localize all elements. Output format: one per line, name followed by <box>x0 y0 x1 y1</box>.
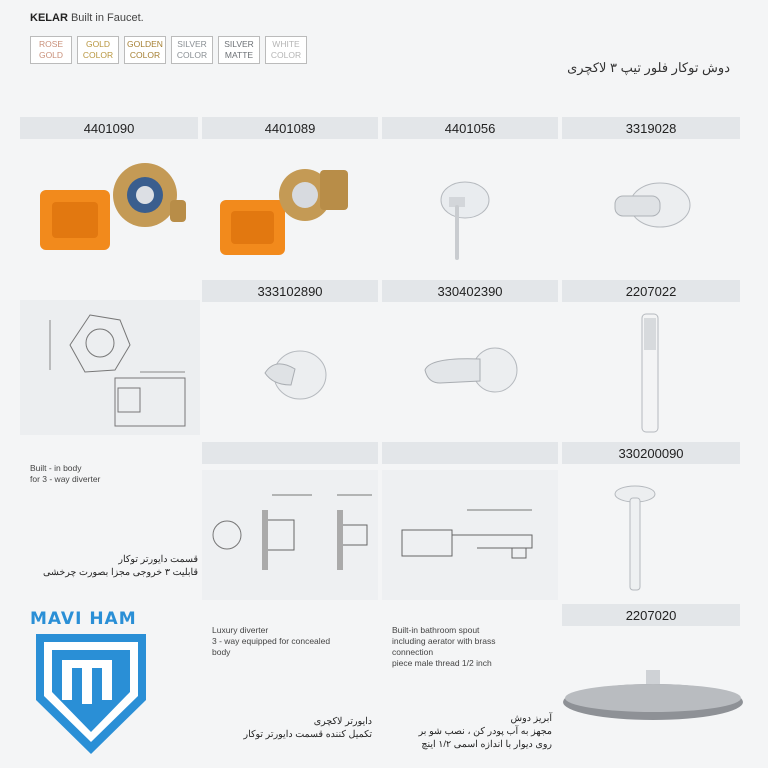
swatch-label: WHITE <box>272 39 300 49</box>
logo-shield-icon <box>32 630 150 758</box>
product-code: 330402390 <box>382 280 558 302</box>
spout-drawing <box>382 470 558 600</box>
swatch-label: COLOR <box>129 50 161 60</box>
diverter-desc-fa <box>202 715 372 741</box>
text-line: تکمیل کننده قسمت دایورتر توکار <box>243 729 372 740</box>
swatch-label: SILVER <box>224 39 254 49</box>
shower-mixer-image <box>425 175 505 265</box>
text-line: روی دیوار با اندازه اسمی ۱/۲ اینچ <box>421 739 552 750</box>
color-swatches <box>30 36 307 64</box>
bath-spout-image <box>420 345 520 400</box>
diverter-body-image <box>30 150 190 260</box>
product-code: 4401089 <box>202 117 378 139</box>
swatch-label: ROSE <box>38 39 64 49</box>
technical-drawing <box>20 300 200 435</box>
text-line: body <box>212 647 231 657</box>
swatch-label: GOLDEN <box>127 39 163 49</box>
swatch-label: COLOR <box>270 50 302 60</box>
spout-desc-fa <box>382 712 552 751</box>
shower-arm-image <box>610 480 660 595</box>
text-line: Luxury diverter <box>212 625 269 635</box>
text-line: قابلیت ۳ خروجی مجزا بصورت چرخشی <box>42 567 198 578</box>
product-code: 4401090 <box>20 117 198 139</box>
text-line: آبریز دوش <box>510 713 552 724</box>
brand-title: KELAR Built in Faucet. <box>30 12 144 24</box>
swatch-label: COLOR <box>176 50 208 60</box>
color-swatch <box>171 36 213 64</box>
text-line: connection <box>392 647 434 657</box>
text-line: for 3 - way diverter <box>30 474 101 484</box>
text-line: piece male thread 1/2 inch <box>392 658 492 668</box>
product-code: 4401056 <box>382 117 558 139</box>
body-desc-en <box>30 463 100 485</box>
color-swatch <box>30 36 72 64</box>
product-code: 2207020 <box>562 604 740 626</box>
swatch-label: COLOR <box>82 50 114 60</box>
swatch-label: SILVER <box>177 39 207 49</box>
diverter-desc-en <box>212 625 330 658</box>
text-line: مجهز به آب پودر کن ، نصب شو بر <box>418 726 552 737</box>
blank-bar <box>382 442 558 464</box>
rain-shower-head-image <box>560 670 745 730</box>
text-line: دایورتر لاکچری <box>313 716 372 727</box>
blank-bar <box>202 442 378 464</box>
hand-shower-image <box>630 310 670 435</box>
product-code: 333102890 <box>202 280 378 302</box>
page-title: دوش توکار فلور تیپ ۳ لاکچری <box>567 60 730 75</box>
swatch-label: MATTE <box>224 50 254 60</box>
product-code: 330200090 <box>562 442 740 464</box>
text-line: Built-in bathroom spout <box>392 625 480 635</box>
diverter-drawing <box>202 470 378 600</box>
swatch-label: GOLD <box>85 39 111 49</box>
spout-desc-en <box>392 625 495 669</box>
color-swatch <box>265 36 307 64</box>
text-line: قسمت دایورتر توکار <box>118 554 198 565</box>
luxury-diverter-image <box>255 345 335 405</box>
color-swatch <box>218 36 260 64</box>
diverter-body-image <box>215 155 365 260</box>
product-code: 2207022 <box>562 280 740 302</box>
text-line: including aerator with brass <box>392 636 496 646</box>
wall-outlet-image <box>605 180 695 230</box>
text-line: Built - in body <box>30 463 82 473</box>
text-line: 3 - way equipped for concealed <box>212 636 331 646</box>
color-swatch <box>124 36 166 64</box>
logo-text: MAVI HAM <box>30 609 137 629</box>
product-code: 3319028 <box>562 117 740 139</box>
swatch-label: GOLD <box>38 50 64 60</box>
body-desc-fa <box>20 553 198 579</box>
color-swatch <box>77 36 119 64</box>
